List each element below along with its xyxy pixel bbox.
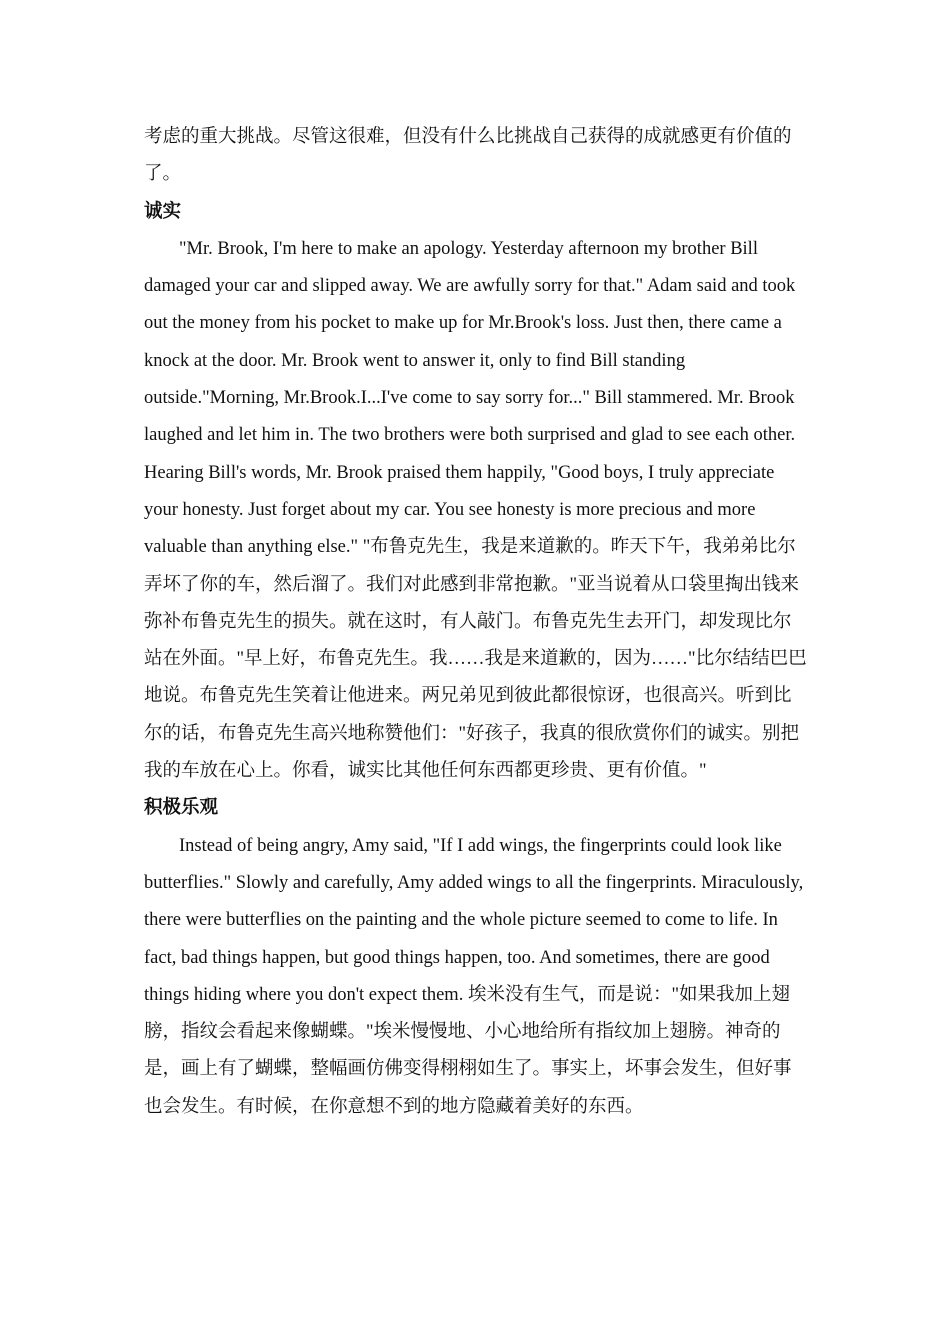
honesty-paragraph (144, 231, 808, 790)
section-heading-optimism: 积极乐观 (144, 798, 219, 819)
optimism-chinese-text: 埃米没有生气，而是说："如果我加上翅膀，指纹会看起来像蝴蝶。"埃米慢慢地、小心地给所有指纹加上翅膀。神奇的是，画上有了蝴蝶，整幅画仿佛变得栩栩如生了。事实上，坏事会发生，但好事也会发生。有时候，在你意想不到的地方隐藏着美好的东西。 (144, 984, 792, 1117)
optimism-english-text: Instead of being angry, Amy said, "If I add wings, the fingerprints could look like butterflies." Slowly and carefully, Amy added wings to all the fingerprints. Miraculously, there were butterflies on the painting and the whole picture seemed to come to life. In fact, bad things happen, but good things happen, too. And sometimes, there are good things hiding where you don't expect them. (144, 835, 804, 1005)
honesty-english-text: "Mr. Brook, I'm here to make an apology. Yesterday afternoon my brother Bill damaged your car and slipped away. We are awfully sorry for that." Adam said and took out the money from his pocket to make up for Mr.Brook's loss. Just then, there came a knock at the door. Mr. Brook went to answer it, only to find Bill standing outside."Morning, Mr.Brook.I...I've come to say sorry for..." Bill stammered. Mr. Brook laughed and let him in. The two brothers were both surprised and glad to see each other. Hearing Bill's words, Mr. Brook praised them happily, "Good boys, I truly appreciate your honesty. Just forget about my car. You see honesty is more precious and more valuable than anything else." (144, 238, 796, 558)
intro-paragraph (144, 119, 808, 194)
honesty-chinese-text: "布鲁克先生，我是来道歉的。昨天下午，我弟弟比尔弄坏了你的车，然后溜了。我们对此感到非常抱歉。"亚当说着从口袋里掏出钱来弥补布鲁克先生的损失。就在这时，有人敲门。布鲁克先生去开门，却发现比尔站在外面。"早上好，布鲁克先生。我……我是来道歉的，因为……"比尔结结巴巴地说。布鲁克先生笑着让他进来。两兄弟见到彼此都很惊讶，也很高兴。听到比尔的话，布鲁克先生高兴地称赞他们："好孩子，我真的很欣赏你们的诚实。别把我的车放在心上。你看，诚实比其他任何东西都更珍贵、更有价值。" (144, 537, 807, 782)
document-page (144, 119, 808, 1126)
intro-text: 考虑的重大挑战。尽管这很难，但没有什么比挑战自己获得的成就感更有价值的了。 (144, 127, 792, 185)
optimism-paragraph (144, 828, 808, 1126)
section-heading-honesty: 诚实 (144, 201, 182, 222)
